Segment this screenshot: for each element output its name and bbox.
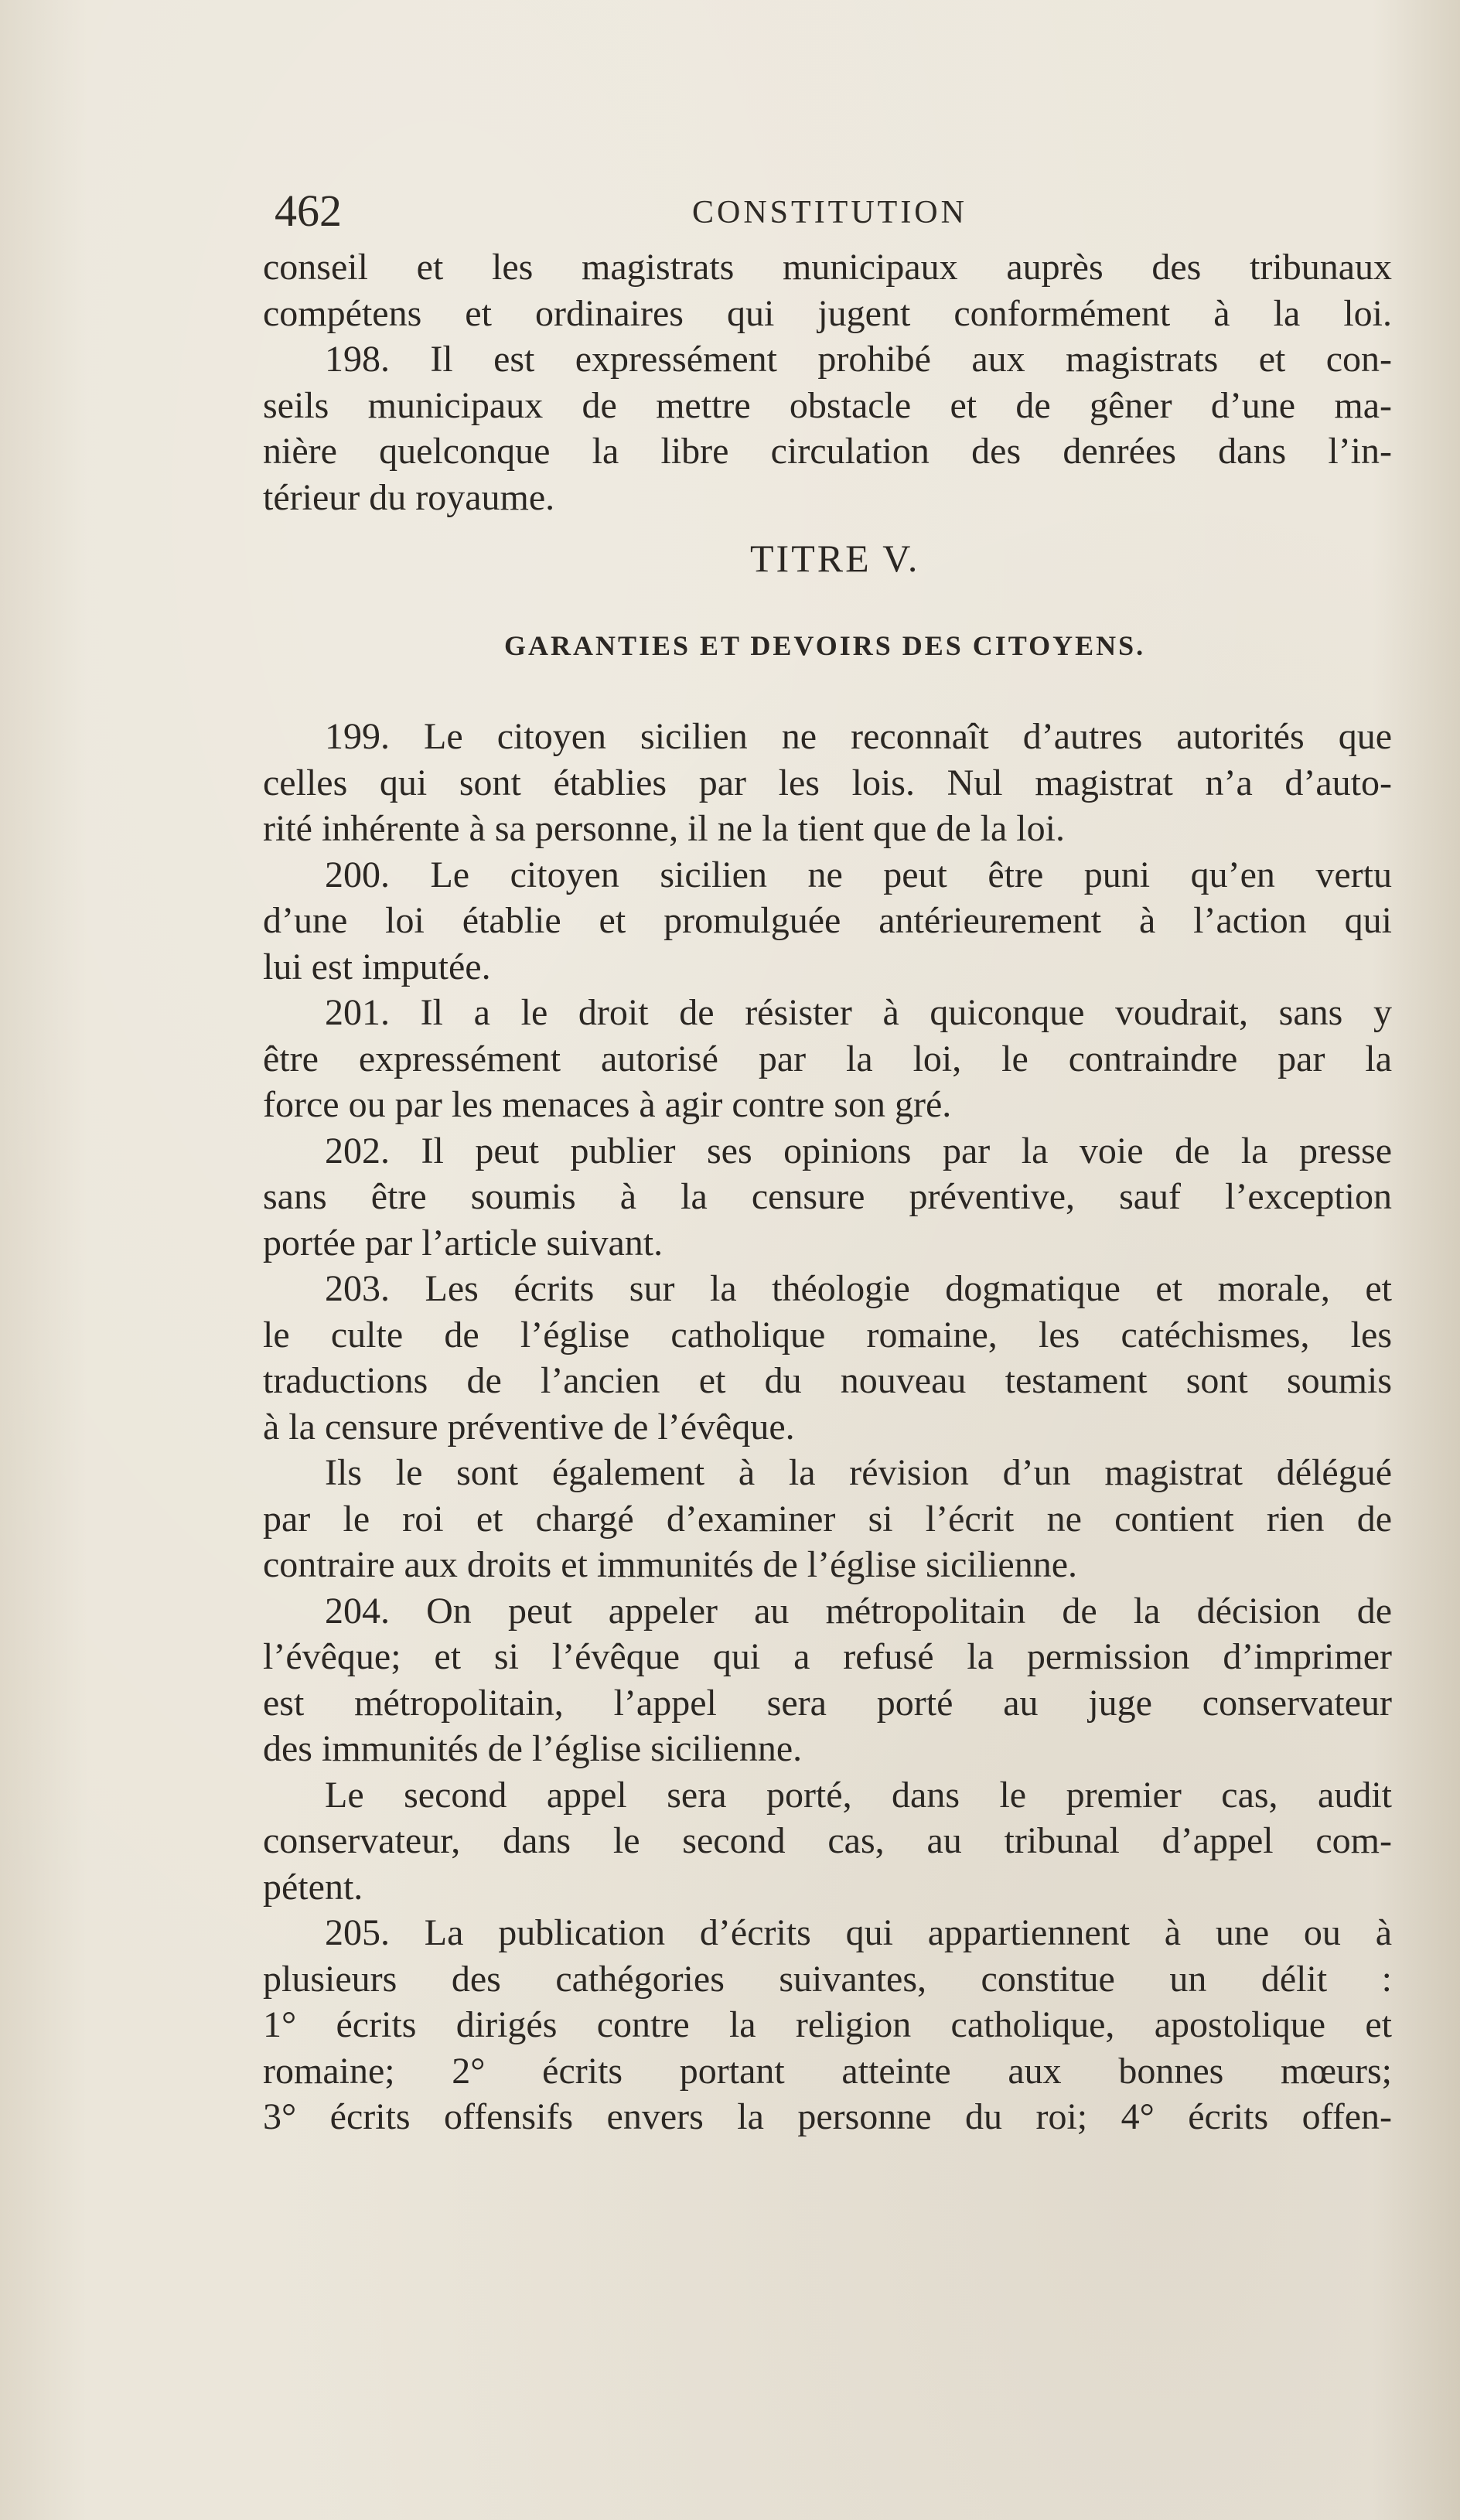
text-line: portée par l’article suivant. [263, 1222, 663, 1263]
text-block-top [263, 244, 1392, 520]
text-line: force ou par les menaces à agir contre son gré. [263, 1084, 952, 1125]
text-line: celles qui sont établies par les lois. Nul magistrat n’a d’auto- [263, 762, 1392, 803]
text-line: est métropolitain, l’appel sera porté au juge conservateur [263, 1682, 1392, 1724]
article-200-line: 200. Le citoyen sicilien ne peut être puni qu’en vertu [325, 854, 1392, 895]
text-line: 1° écrits dirigés contre la religion catholique, apostolique et [263, 2004, 1392, 2045]
text-line: rité inhérente à sa personne, il ne la tient que de la loi. [263, 808, 1065, 849]
text-line: d’une loi établie et promulguée antérieurement à l’action qui [263, 900, 1392, 941]
text-line: l’évêque; et si l’évêque qui a refusé la permission d’imprimer [263, 1636, 1392, 1677]
section-heading: GARANTIES ET DEVOIRS DES CITOYENS. [504, 630, 1146, 661]
text-line: pétent. [263, 1866, 363, 1908]
text-line: des immunités de l’église sicilienne. [263, 1728, 803, 1769]
text-line: conservateur, dans le second cas, au tribunal d’appel com- [263, 1820, 1392, 1861]
text-block-main [263, 714, 1392, 2140]
text-line: plusieurs des cathégories suivantes, constitue un délit : [263, 1958, 1392, 2000]
article-201-line: 201. Il a le droit de résister à quiconque voudrait, sans y [325, 992, 1392, 1033]
article-199-line: 199. Le citoyen sicilien ne reconnaît d’autres autorités que [325, 716, 1392, 757]
text-line: térieur du royaume. [263, 476, 555, 518]
article-202-line: 202. Il peut publier ses opinions par la voie de la presse [325, 1130, 1392, 1171]
text-line: lui est imputée. [263, 946, 491, 987]
text-line: nière quelconque la libre circulation des denrées dans l’in- [263, 431, 1392, 472]
running-head: CONSTITUTION [692, 195, 967, 230]
text-line: être expressément autorisé par la loi, le contraindre par la [263, 1038, 1392, 1079]
text-line: seils municipaux de mettre obstacle et de gêner d’une ma- [263, 384, 1392, 426]
article-203-line: 203. Les écrits sur la théologie dogmatique et morale, et [325, 1268, 1392, 1309]
text-line: conseil et les magistrats municipaux auprès des tribunaux [263, 247, 1392, 288]
text-line: romaine; 2° écrits portant atteinte aux bonnes mœurs; [263, 2050, 1392, 2092]
title-heading: TITRE V. [750, 537, 920, 580]
text-line: sans être soumis à la censure préventive, sauf l’exception [263, 1176, 1392, 1217]
text-line: Ils le sont également à la révision d’un magistrat délégué [325, 1452, 1392, 1493]
article-198-line: 198. Il est expressément prohibé aux magistrats et con- [325, 339, 1392, 380]
page-header [275, 184, 1048, 238]
text-line: 3° écrits offensifs envers la personne du roi; 4° écrits offen- [263, 2096, 1392, 2137]
page-number: 462 [275, 186, 342, 236]
text-line: à la censure préventive de l’évêque. [263, 1406, 795, 1448]
text-line: contraire aux droits et immunités de l’église sicilienne. [263, 1544, 1078, 1585]
article-204-line: 204. On peut appeler au métropolitain de la décision de [325, 1590, 1392, 1632]
text-line: le culte de l’église catholique romaine, les catéchismes, les [263, 1314, 1392, 1355]
text-line: compétens et ordinaires qui jugent conformément à la loi. [263, 292, 1392, 334]
article-205-line: 205. La publication d’écrits qui appartiennent à une ou à [325, 1912, 1392, 1953]
text-line: traductions de l’ancien et du nouveau testament sont soumis [263, 1360, 1392, 1401]
text-line: par le roi et chargé d’examiner si l’écrit ne contient rien de [263, 1498, 1392, 1540]
text-line: Le second appel sera porté, dans le premier cas, audit [325, 1774, 1392, 1816]
